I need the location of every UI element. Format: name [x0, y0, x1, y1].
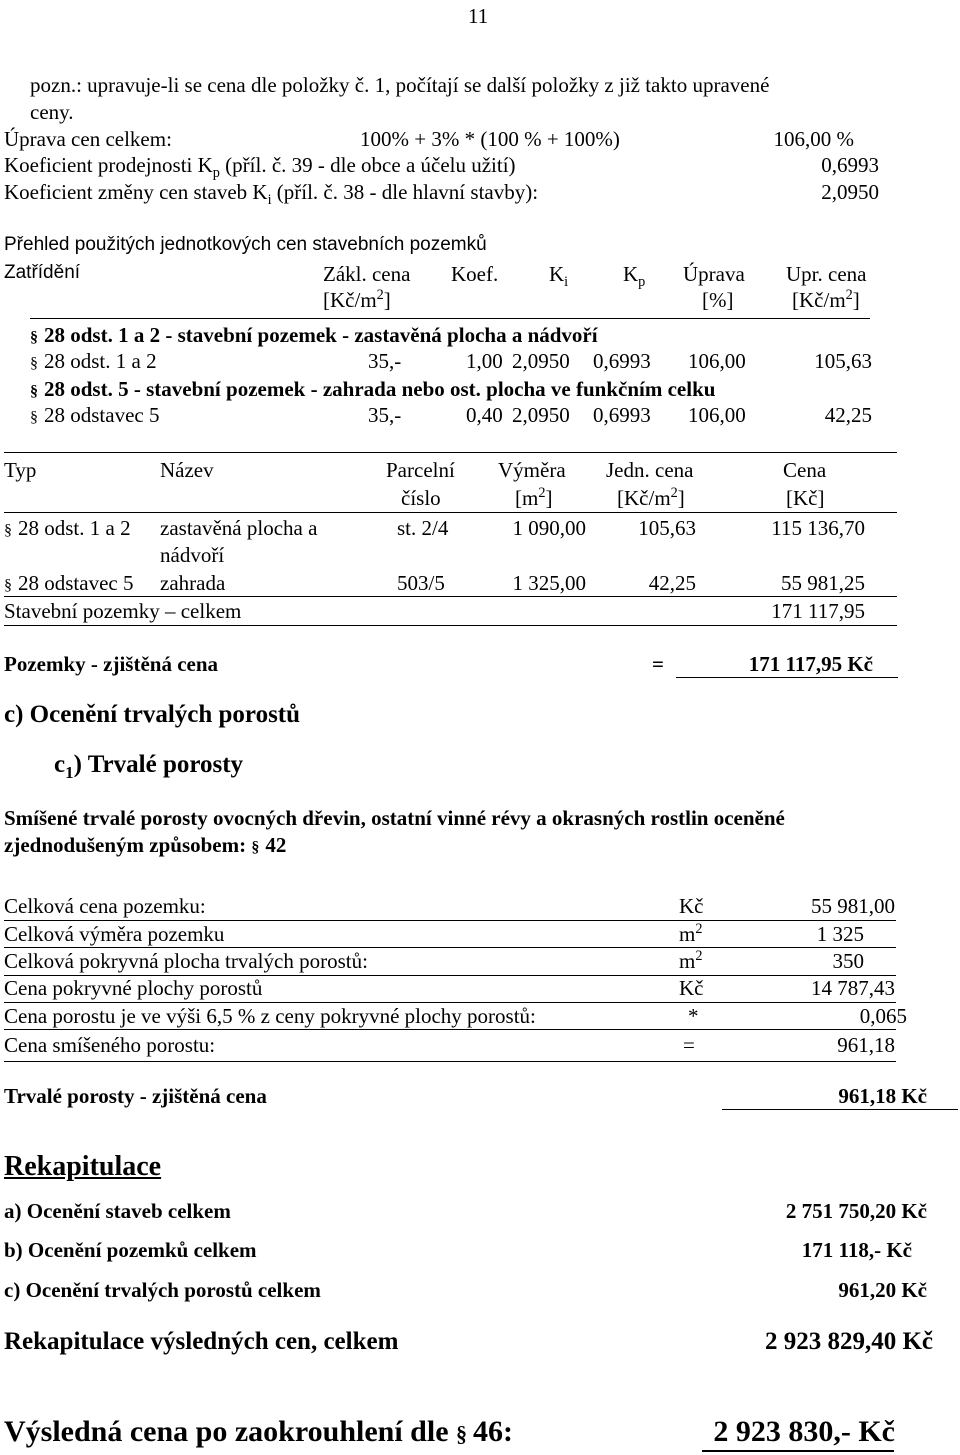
uprava-label: Úprava cen celkem:	[4, 127, 172, 151]
perennials-row-6-label: Cena smíšeného porostu:	[4, 1033, 216, 1057]
perennials-row-2-value: 1 325	[816, 922, 864, 946]
land-header-cena: Cena	[783, 458, 827, 482]
land-header-vymera: Výměra	[498, 458, 566, 482]
perennials-row-3-unit: $m^2$	[679, 948, 703, 973]
perennials-row-3-label: Celková pokryvná plocha trvalých porostů:	[4, 949, 368, 973]
land-row-2-vymera: 1 325,00	[512, 571, 586, 595]
ki-label: Koeficient změny cen staveb $K_i$ (příl. č. 38 - dle hlavní stavby):	[4, 180, 539, 209]
perennials-row-2-unit: $m^2$	[679, 921, 703, 946]
land-row-2-jedn: 42,25	[648, 571, 696, 595]
group-1-kp: 0,6993	[593, 349, 651, 373]
recap-item-2-label: b) Ocenění pozemků celkem	[4, 1238, 257, 1262]
group-1-uprava: 106,00	[688, 349, 746, 373]
header-upr-cena: Upr. cena	[786, 262, 867, 286]
recap-final-value: 2 923 830,- Kč	[713, 1415, 895, 1448]
land-total-label: Stavební pozemky – celkem	[4, 599, 242, 623]
perennials-row-4-value: 14 787,43	[811, 976, 895, 1000]
land-row-1-cena: 115 136,70	[771, 516, 865, 540]
header-zakl-cena: Zákl. cena	[323, 262, 411, 286]
land-result-eq: =	[652, 652, 664, 676]
land-row-2-typ: § 28 odstavec 5	[4, 571, 134, 595]
group-2-zakl: 35,-	[368, 403, 402, 427]
header-upr-unit: $[Kč/m^2]$	[792, 287, 860, 312]
header-kp: $K_p$	[623, 262, 646, 291]
recap-final-underline	[702, 1450, 894, 1452]
land-result-underline	[676, 677, 898, 678]
group-1-ki: 2,0950	[512, 349, 570, 373]
perennials-row-1-unit: Kč	[679, 894, 704, 918]
land-table-header-rule	[4, 512, 897, 513]
recap-item-1-label: a) Ocenění staveb celkem	[4, 1199, 231, 1223]
section-sign-icon: §	[4, 522, 12, 539]
perennials-section-title: c) Ocenění trvalých porostů	[4, 701, 301, 728]
page-number: 11	[468, 4, 489, 28]
group-2-upr-cena: 42,25	[824, 403, 872, 427]
perennials-rule-6	[4, 1061, 896, 1062]
perennials-row-4-unit: Kč	[679, 976, 704, 1000]
land-header-parcelni: Parcelní	[386, 458, 455, 482]
land-row-1-nazev-2: nádvoří	[160, 543, 225, 567]
group-1-zakl: 35,-	[368, 349, 402, 373]
perennials-row-6-unit: =	[683, 1033, 695, 1057]
note-line-1: pozn.: upravuje-li se cena dle položky č. 1, počítají se další položky z již takto upravené	[30, 73, 770, 97]
land-row-1-jedn: 105,63	[638, 516, 696, 540]
land-row-2-cena: 55 981,25	[781, 571, 865, 595]
land-table-bottom-rule	[4, 625, 897, 626]
group-2-row-name: § 28 odstavec 5	[30, 403, 160, 427]
note-line-2: ceny.	[30, 100, 74, 124]
perennials-result-label: Trvalé porosty - zjištěná cena	[4, 1084, 267, 1108]
land-table-total-rule	[4, 596, 897, 597]
land-header-typ: Typ	[4, 458, 37, 482]
land-header-nazev: Název	[160, 458, 214, 482]
land-table-top-rule	[4, 452, 897, 453]
land-result-label: Pozemky - zjištěná cena	[4, 652, 219, 676]
perennials-row-1-label: Celková cena pozemku:	[4, 894, 206, 918]
land-row-2-nazev: zahrada	[160, 571, 226, 595]
group-2-kp: 0,6993	[593, 403, 651, 427]
group-1-koef: 1,00	[466, 349, 503, 373]
land-row-2-parcela: 503/5	[397, 571, 445, 595]
land-row-1-vymera: 1 090,00	[512, 516, 586, 540]
recap-total-label: Rekapitulace výsledných cen, celkem	[4, 1328, 399, 1355]
perennials-rule-1	[4, 920, 896, 921]
perennials-rule-2	[4, 947, 896, 948]
perennials-row-2-label: Celková výměra pozemku	[4, 922, 225, 946]
land-header-jedn-unit: $[Kč/m^2]$	[617, 485, 685, 510]
perennials-result-value: 961,18 Kč	[838, 1084, 927, 1108]
recap-item-3-value: 961,20 Kč	[838, 1278, 927, 1302]
header-zatrideni: Zatřídění	[4, 262, 81, 283]
recap-item-3-label: c) Ocenění trvalých porostů celkem	[4, 1278, 321, 1302]
section-sign-icon: §	[30, 409, 38, 426]
recap-item-1-value: 2 751 750,20 Kč	[785, 1199, 927, 1223]
group-2-title: § 28 odst. 5 - stavební pozemek - zahrada nebo ost. plocha ve funkčním celku	[30, 377, 716, 401]
unit-prices-rule	[30, 318, 870, 319]
recap-title: Rekapitulace	[4, 1151, 162, 1182]
section-sign-icon: §	[456, 1421, 468, 1446]
uprava-value: 106,00 %	[773, 127, 854, 151]
header-zakl-unit: $[Kč/m^2]$	[323, 287, 391, 312]
land-row-1-typ: § 28 odst. 1 a 2	[4, 516, 131, 540]
land-row-1-nazev: zastavěná plocha a	[160, 516, 318, 540]
perennials-desc-line-2: zjednodušeným způsobem: § 42	[4, 833, 287, 857]
recap-item-2-value: 171 118,- Kč	[801, 1238, 912, 1262]
perennials-row-5-unit: *	[688, 1004, 699, 1028]
perennials-row-6-value: 961,18	[837, 1033, 895, 1057]
perennials-result-underline	[722, 1109, 958, 1110]
kp-value: 0,6993	[821, 153, 879, 177]
perennials-desc-line-1: Smíšené trvalé porosty ovocných dřevin, ostatní vinné révy a okrasných rostlin oceněné	[4, 806, 785, 830]
section-sign-icon: §	[30, 355, 38, 372]
section-sign-icon: §	[251, 839, 260, 856]
kp-label: Koeficient prodejnosti $K_p$ (příl. č. 39 - dle obce a účelu užití)	[4, 153, 516, 182]
group-2-uprava: 106,00	[688, 403, 746, 427]
unit-prices-heading: Přehled použitých jednotkových cen stavebních pozemků	[4, 234, 487, 255]
perennials-rule-5	[4, 1029, 896, 1030]
perennials-row-3-value: 350	[832, 949, 864, 973]
group-1-title: § 28 odst. 1 a 2 - stavební pozemek - zastavěná plocha a nádvoří	[30, 323, 598, 347]
land-header-vymera-unit: $[m^2]$	[515, 485, 553, 510]
group-1-upr-cena: 105,63	[814, 349, 872, 373]
header-koef: Koef.	[451, 262, 499, 286]
perennials-row-5-label: Cena porostu je ve výši 6,5 % z ceny pokryvné plochy porostů:	[4, 1004, 536, 1028]
recap-total-value: 2 923 829,40 Kč	[764, 1328, 933, 1355]
section-sign-icon: §	[4, 577, 12, 594]
header-uprava: Úprava	[683, 262, 745, 286]
land-header-cena-unit: [Kč]	[786, 486, 825, 510]
perennials-row-1-value: 55 981,00	[811, 894, 895, 918]
group-2-ki: 2,0950	[512, 403, 570, 427]
recap-final-label: Výsledná cena po zaokrouhlení dle § 46:	[4, 1415, 514, 1448]
land-result-value: 171 117,95 Kč	[748, 652, 873, 676]
perennials-rule-4	[4, 1002, 896, 1003]
section-sign-icon: §	[30, 383, 38, 400]
group-1-row-name: § 28 odst. 1 a 2	[30, 349, 157, 373]
land-header-cislo: číslo	[401, 486, 441, 510]
land-header-jedn-cena: Jedn. cena	[606, 458, 694, 482]
section-sign-icon: §	[30, 329, 38, 346]
perennials-row-5-value: 0,065	[859, 1004, 907, 1028]
uprava-formula: 100% + 3% * (100 % + 100%)	[360, 127, 620, 151]
ki-value: 2,0950	[821, 180, 879, 204]
perennials-sub-title: $c_1$) Trvalé porosty	[54, 751, 244, 782]
header-ki: $K_i$	[549, 262, 569, 291]
group-2-koef: 0,40	[466, 403, 503, 427]
header-uprava-unit: [%]	[702, 288, 734, 312]
land-row-1-parcela: st. 2/4	[397, 516, 449, 540]
perennials-row-4-label: Cena pokryvné plochy porostů	[4, 976, 263, 1000]
land-total-value: 171 117,95	[771, 599, 865, 623]
